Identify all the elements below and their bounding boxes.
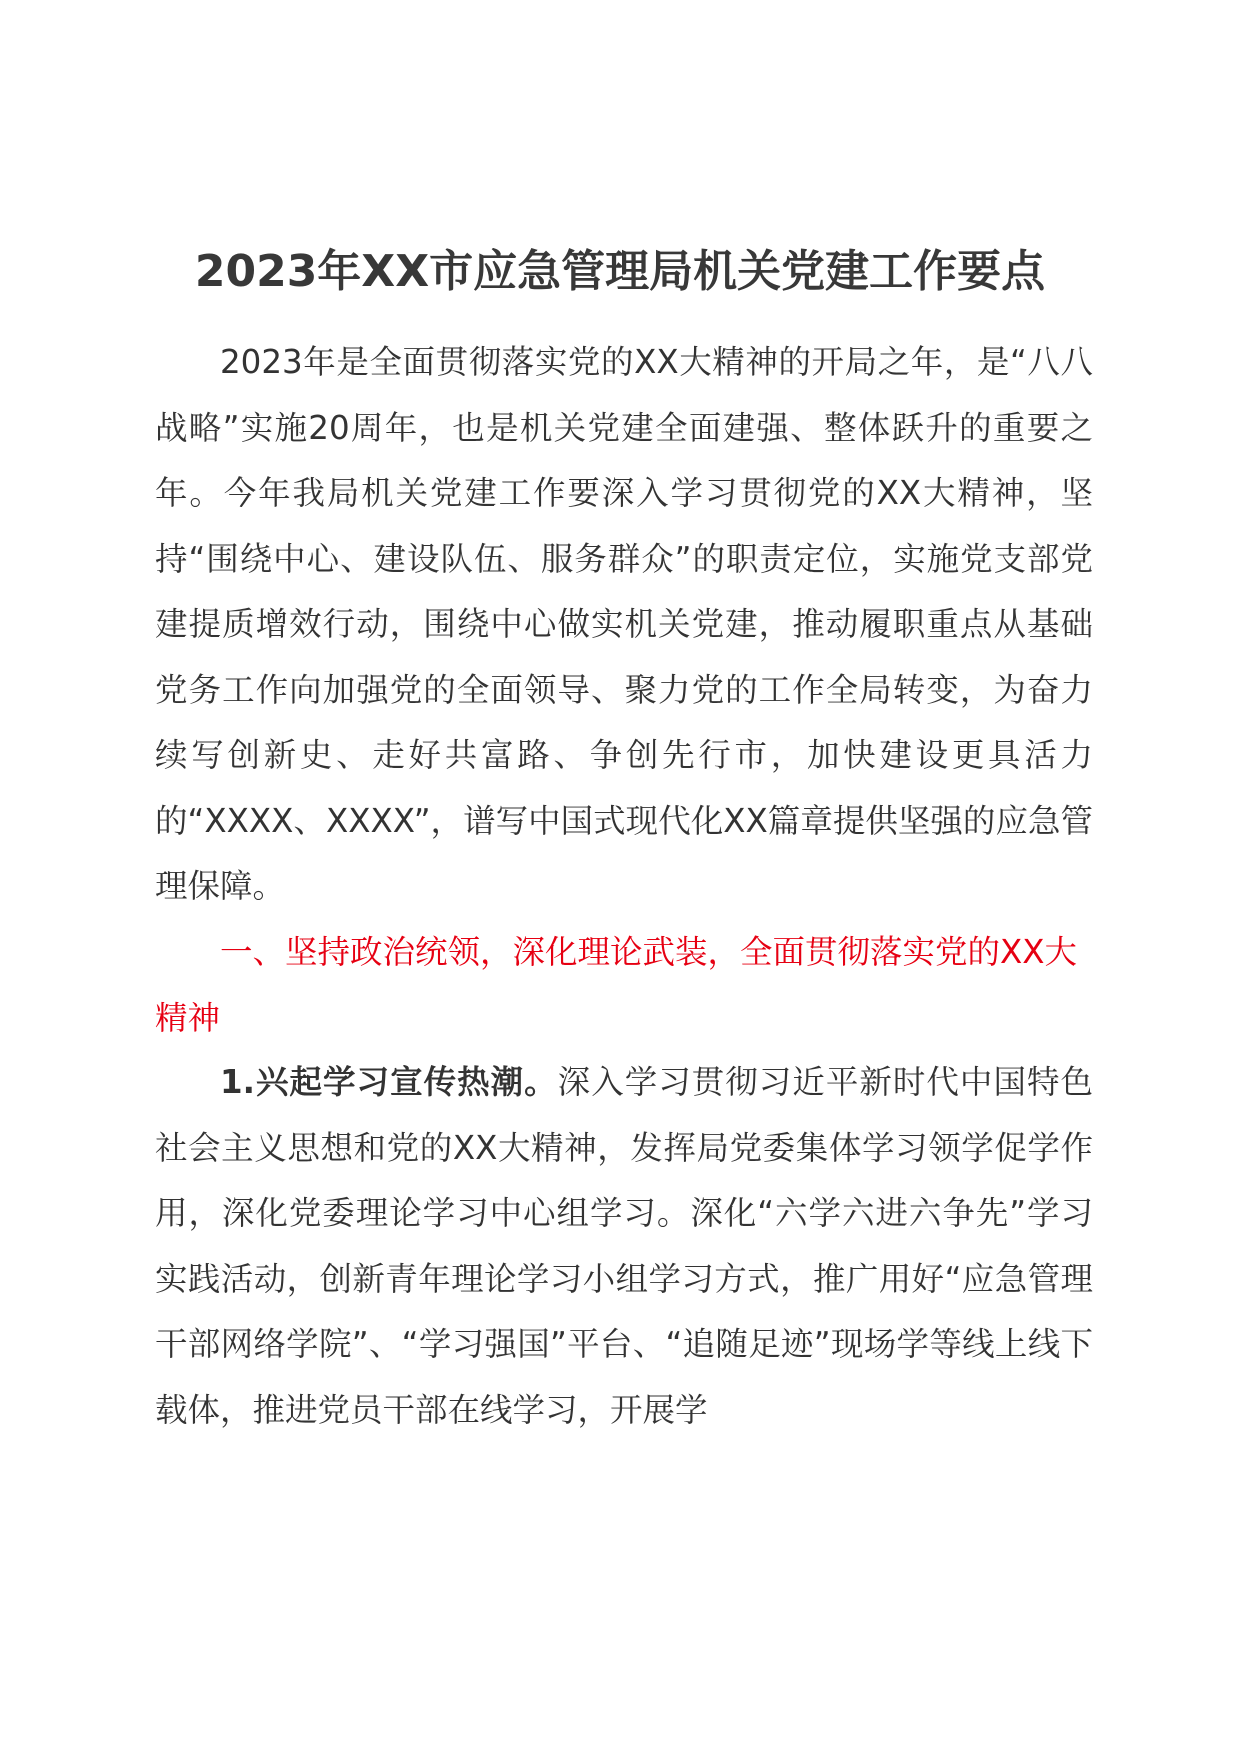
section-1-item-1-text: 深入学习贯彻习近平新时代中国特色社会主义思想和党的XX大精神，发挥局党委集体学习领学促学作用，深化党委理论学习中心组学习。深化“六学六进六争先”学习实践活动，创新青年理论学习小组学习方式，推广用好“应急管理干部网络学院”、“学习强国”平台、“追随足迹”现场学等线上线下载体，推进党员干部在线学习，开展学 [155,1063,1093,1429]
section-1-heading: 一、坚持政治统领，深化理论武装，全面贯彻落实党的XX大精神 [155,933,1078,1037]
section-1-item-1-paragraph [155,1050,1093,1443]
section-1-item-1-lead: 1.兴起学习宣传热潮。 [220,1063,558,1101]
document-title: 2023年XX市应急管理局机关党建工作要点 [194,246,1046,297]
intro-paragraph: 2023年是全面贯彻落实党的XX大精神的开局之年，是“八八战略”实施20周年，也是机关党建全面建强、整体跃升的重要之年。今年我局机关党建工作要深入学习贯彻党的XX大精神，坚持“围绕中心、建设队伍、服务群众”的职责定位，实施党支部党建提质增效行动，围绕中心做实机关党建，推动履职重点从基础党务工作向加强党的全面领导、聚力党的工作全局转变，为奋力续写创新史、走好共富路、争创先行市，加快建设更具活力的“XXXX、XXXX”，谱写中国式现代化XX篇章提供坚强的应急管理保障。 [155,343,1093,905]
